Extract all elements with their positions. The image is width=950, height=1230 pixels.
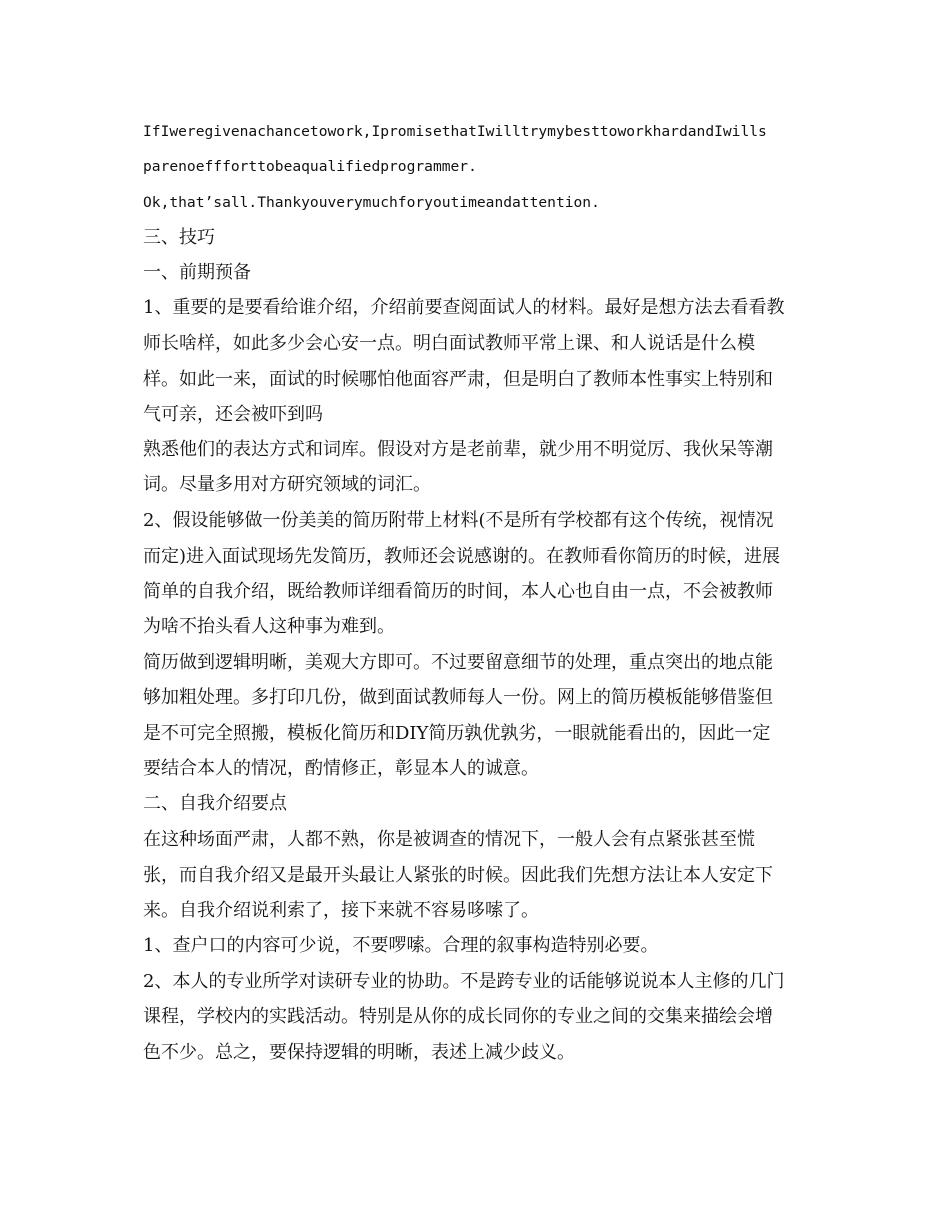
text-line: 张，而自我介绍又是最开头最让人紧张的时候。因此我们先想方法让本人安定下	[143, 865, 773, 886]
section-heading: 二、自我介绍要点	[143, 793, 287, 814]
text-line: 词。尽量多用对方研究领域的词汇。	[143, 474, 431, 495]
text-line: 1、查户口的内容可少说，不要啰嗦。合理的叙事构造特别必要。	[143, 935, 659, 956]
text-line: 师长啥样，如此多少会心安一点。明白面试教师平常上课、和人说话是什么模	[143, 333, 755, 354]
text-line: 为啥不抬头看人这种事为难到。	[143, 616, 395, 637]
text-line: 1、重要的是要看给谁介绍，介绍前要查阅面试人的材料。最好是想方法去看看教	[143, 297, 785, 318]
text-line: 要结合本人的情况，酌情修正，彰显本人的诚意。	[143, 758, 539, 779]
text-line: IfIweregivenachancetowork,IpromisethatIwilltrymybesttoworkhardandIwills	[143, 123, 767, 140]
text-line: 2、假设能够做一份美美的简历附带上材料(不是所有学校都有这个传统，视情况	[143, 510, 774, 531]
text-line: 熟悉他们的表达方式和词库。假设对方是老前辈，就少用不明觉厉、我伙呆等潮	[143, 439, 773, 460]
text-line: 简单的自我介绍，既给教师详细看简历的时间，本人心也自由一点，不会被教师	[143, 581, 773, 602]
text-line: 2、本人的专业所学对读研专业的协助。不是跨专业的话能够说说本人主修的几门	[143, 971, 785, 992]
text-line: 样。如此一来，面试的时候哪怕他面容严肃，但是明白了教师本性事实上特别和	[143, 369, 773, 390]
text-line: Ok,that’sall.Thankyouverymuchforyoutimeandattention.	[143, 194, 600, 211]
text-line: 是不可完全照搬，模板化简历和DIY简历孰优孰劣，一眼就能看出的，因此一定	[143, 723, 771, 744]
text-line: 够加粗处理。多打印几份，做到面试教师每人一份。网上的简历模板能够借鉴但	[143, 687, 773, 708]
section-heading: 一、前期预备	[143, 262, 251, 283]
text-line: 简历做到逻辑明晰，美观大方即可。不过要留意细节的处理，重点突出的地点能	[143, 652, 773, 673]
text-line: 色不少。总之，要保持逻辑的明晰，表述上减少歧义。	[143, 1042, 575, 1063]
text-line: 课程，学校内的实践活动。特别是从你的成长同你的专业之间的交集来描绘会增	[143, 1006, 773, 1027]
text-line: 在这种场面严肃，人都不熟，你是被调查的情况下，一般人会有点紧张甚至慌	[143, 829, 755, 850]
text-line: parenoeffforttobeaqualifiedprogrammer.	[143, 158, 477, 175]
section-heading: 三、技巧	[143, 227, 215, 248]
text-line: 来。自我介绍说利索了，接下来就不容易哆嗦了。	[143, 900, 539, 921]
text-line: 而定)进入面试现场先发简历，教师还会说感谢的。在教师看你简历的时候，进展	[143, 546, 781, 567]
text-line: 气可亲，还会被吓到吗	[143, 404, 323, 425]
